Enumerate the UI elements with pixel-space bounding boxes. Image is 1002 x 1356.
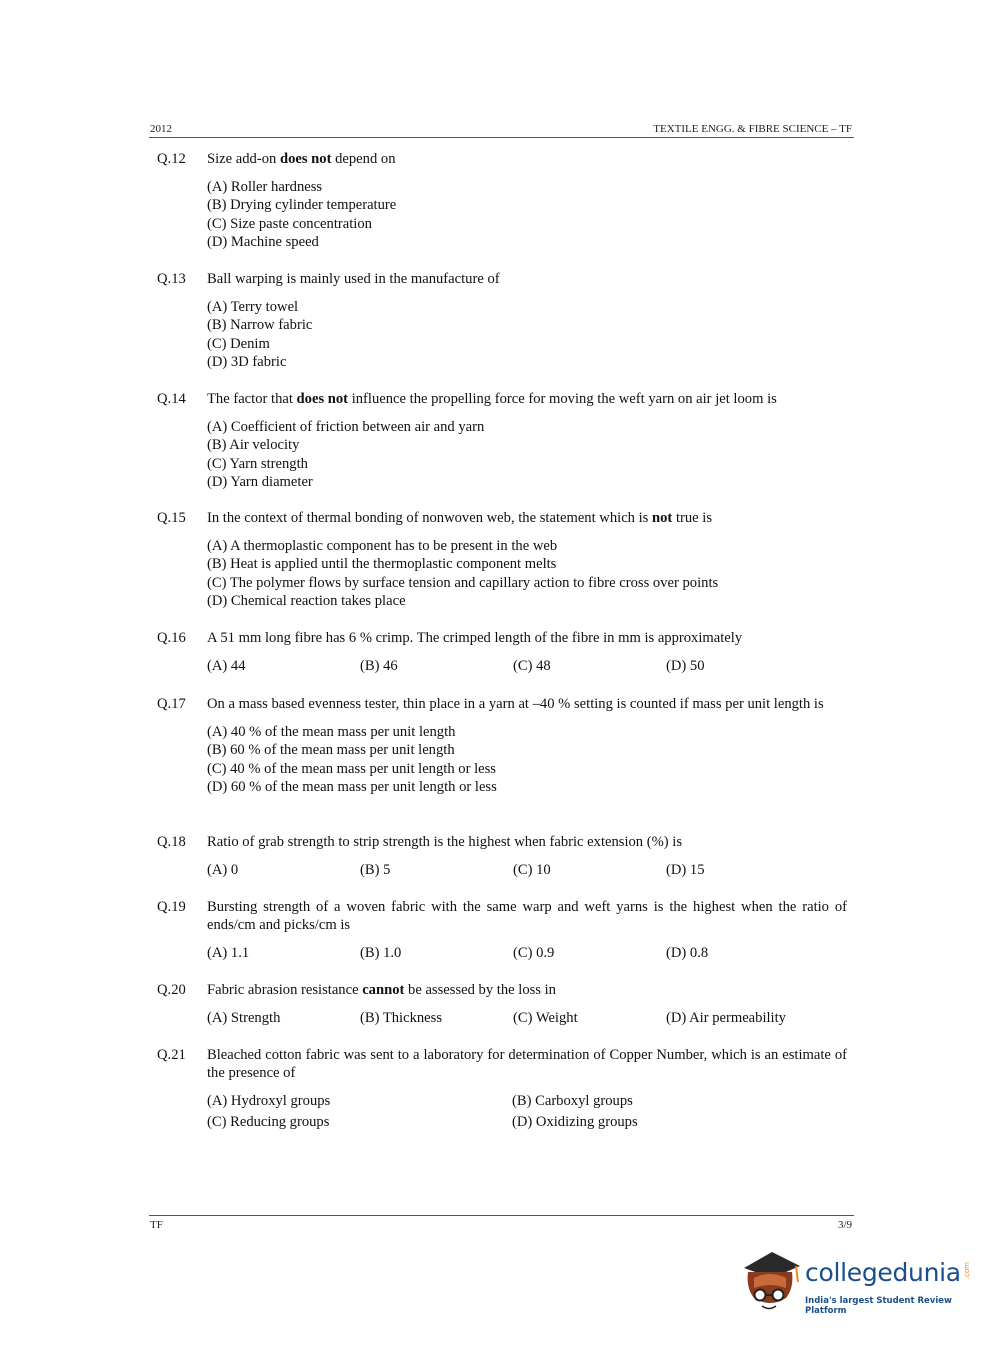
option-d: (D) Chemical reaction takes place (207, 592, 406, 609)
option-d: (D) 3D fabric (207, 353, 287, 370)
question-15 (157, 509, 847, 610)
option-a: (A) Terry towel (207, 299, 299, 316)
question-number: Q.14 (157, 391, 186, 407)
question-text: Bleached cotton fabric was sent to a laboratory for determination of Copper Number, which is an estimate of the presence of (207, 1047, 847, 1082)
question-number: Q.16 (157, 630, 186, 646)
option-a: (A) 44 (207, 658, 246, 675)
option-d: (D) 50 (666, 658, 705, 675)
question-number: Q.21 (157, 1047, 186, 1063)
question-17 (157, 695, 847, 796)
option-a: (A) Coefficient of friction between air and yarn (207, 419, 485, 436)
option-c: (C) Reducing groups (207, 1113, 330, 1130)
option-b: (B) Thickness (360, 1010, 443, 1027)
option-d: (D) 0.8 (666, 945, 709, 962)
footer-rule (149, 1215, 854, 1216)
question-20 (157, 981, 847, 1027)
option-c: (C) 40 % of the mean mass per unit length or less (207, 760, 496, 777)
question-text: On a mass based evenness tester, thin place in a yarn at –40 % setting is counted if mass per unit length is (207, 696, 824, 712)
page-number: 3/9 (837, 1219, 852, 1231)
question-18 (157, 833, 847, 879)
paper-code: TF (150, 1219, 163, 1231)
option-c: (C) Denim (207, 335, 270, 352)
collegedunia-logo (740, 1248, 970, 1320)
option-b: (B) Heat is applied until the thermoplastic component melts (207, 556, 557, 573)
question-text: Ratio of grab strength to strip strength is the highest when fabric extension (%) is (207, 834, 683, 850)
option-a: (A) Strength (207, 1010, 281, 1027)
mascot-icon (740, 1248, 802, 1318)
option-d: (D) Machine speed (207, 233, 319, 250)
option-c: (C) 0.9 (513, 945, 555, 962)
option-a: (A) A thermoplastic component has to be present in the web (207, 538, 558, 555)
option-b: (B) Narrow fabric (207, 317, 313, 334)
option-a: (A) Roller hardness (207, 179, 323, 196)
option-b: (B) 1.0 (360, 945, 402, 962)
question-16 (157, 629, 847, 675)
logo-tagline: India's largest Student Review Platform (805, 1296, 952, 1316)
option-d: (D) Oxidizing groups (512, 1113, 638, 1130)
question-text: In the context of thermal bonding of nonwoven web, the statement which is not true is (207, 510, 713, 526)
logo-suffix: .com (963, 1262, 971, 1280)
option-a: (A) 40 % of the mean mass per unit length (207, 724, 456, 741)
option-d: (D) 15 (666, 862, 705, 879)
option-c: (C) Yarn strength (207, 455, 308, 472)
option-b: (B) Drying cylinder temperature (207, 197, 397, 214)
option-b: (B) Carboxyl groups (512, 1093, 633, 1110)
option-a: (A) 1.1 (207, 945, 250, 962)
question-19 (157, 898, 847, 963)
option-a: (A) 0 (207, 862, 239, 879)
question-text: Size add-on does not depend on (207, 151, 396, 167)
question-text: The factor that does not influence the propelling force for moving the weft yarn on air jet loom is (207, 391, 777, 407)
option-c: (C) 10 (513, 862, 551, 879)
header-rule (149, 137, 854, 138)
option-b: (B) 46 (360, 658, 398, 675)
option-d: (D) 60 % of the mean mass per unit length or less (207, 778, 497, 795)
option-d: (D) Air permeability (666, 1010, 786, 1027)
question-text: Bursting strength of a woven fabric with the same warp and weft yarns is the highest when the ratio of ends/cm and picks/cm is (207, 899, 847, 934)
question-text: A 51 mm long fibre has 6 % crimp. The crimped length of the fibre in mm is approximately (207, 630, 743, 646)
question-number: Q.18 (157, 834, 186, 850)
option-c: (C) 48 (513, 658, 551, 675)
paper-title: TEXTILE ENGG. & FIBRE SCIENCE – TF (653, 123, 852, 135)
option-d: (D) Yarn diameter (207, 473, 313, 490)
question-text: Ball warping is mainly used in the manufacture of (207, 271, 500, 287)
option-c: (C) Size paste concentration (207, 215, 372, 232)
option-a: (A) Hydroxyl groups (207, 1093, 331, 1110)
question-number: Q.13 (157, 271, 186, 287)
question-number: Q.20 (157, 982, 186, 998)
option-b: (B) 5 (360, 862, 391, 879)
option-c: (C) Weight (513, 1010, 578, 1027)
question-text: Fabric abrasion resistance cannot be assessed by the loss in (207, 982, 556, 998)
question-number: Q.17 (157, 696, 186, 712)
exam-year: 2012 (150, 123, 172, 135)
question-12 (157, 150, 847, 251)
question-14 (157, 390, 847, 491)
question-21 (157, 1046, 847, 1131)
option-c: (C) The polymer flows by surface tension and capillary action to fibre cross over points (207, 574, 719, 591)
option-b: (B) 60 % of the mean mass per unit length (207, 742, 455, 759)
option-b: (B) Air velocity (207, 437, 300, 454)
logo-wordmark: collegedunia (805, 1258, 961, 1287)
question-13 (157, 270, 847, 371)
question-number: Q.12 (157, 151, 186, 167)
question-number: Q.15 (157, 510, 186, 526)
question-number: Q.19 (157, 899, 186, 915)
